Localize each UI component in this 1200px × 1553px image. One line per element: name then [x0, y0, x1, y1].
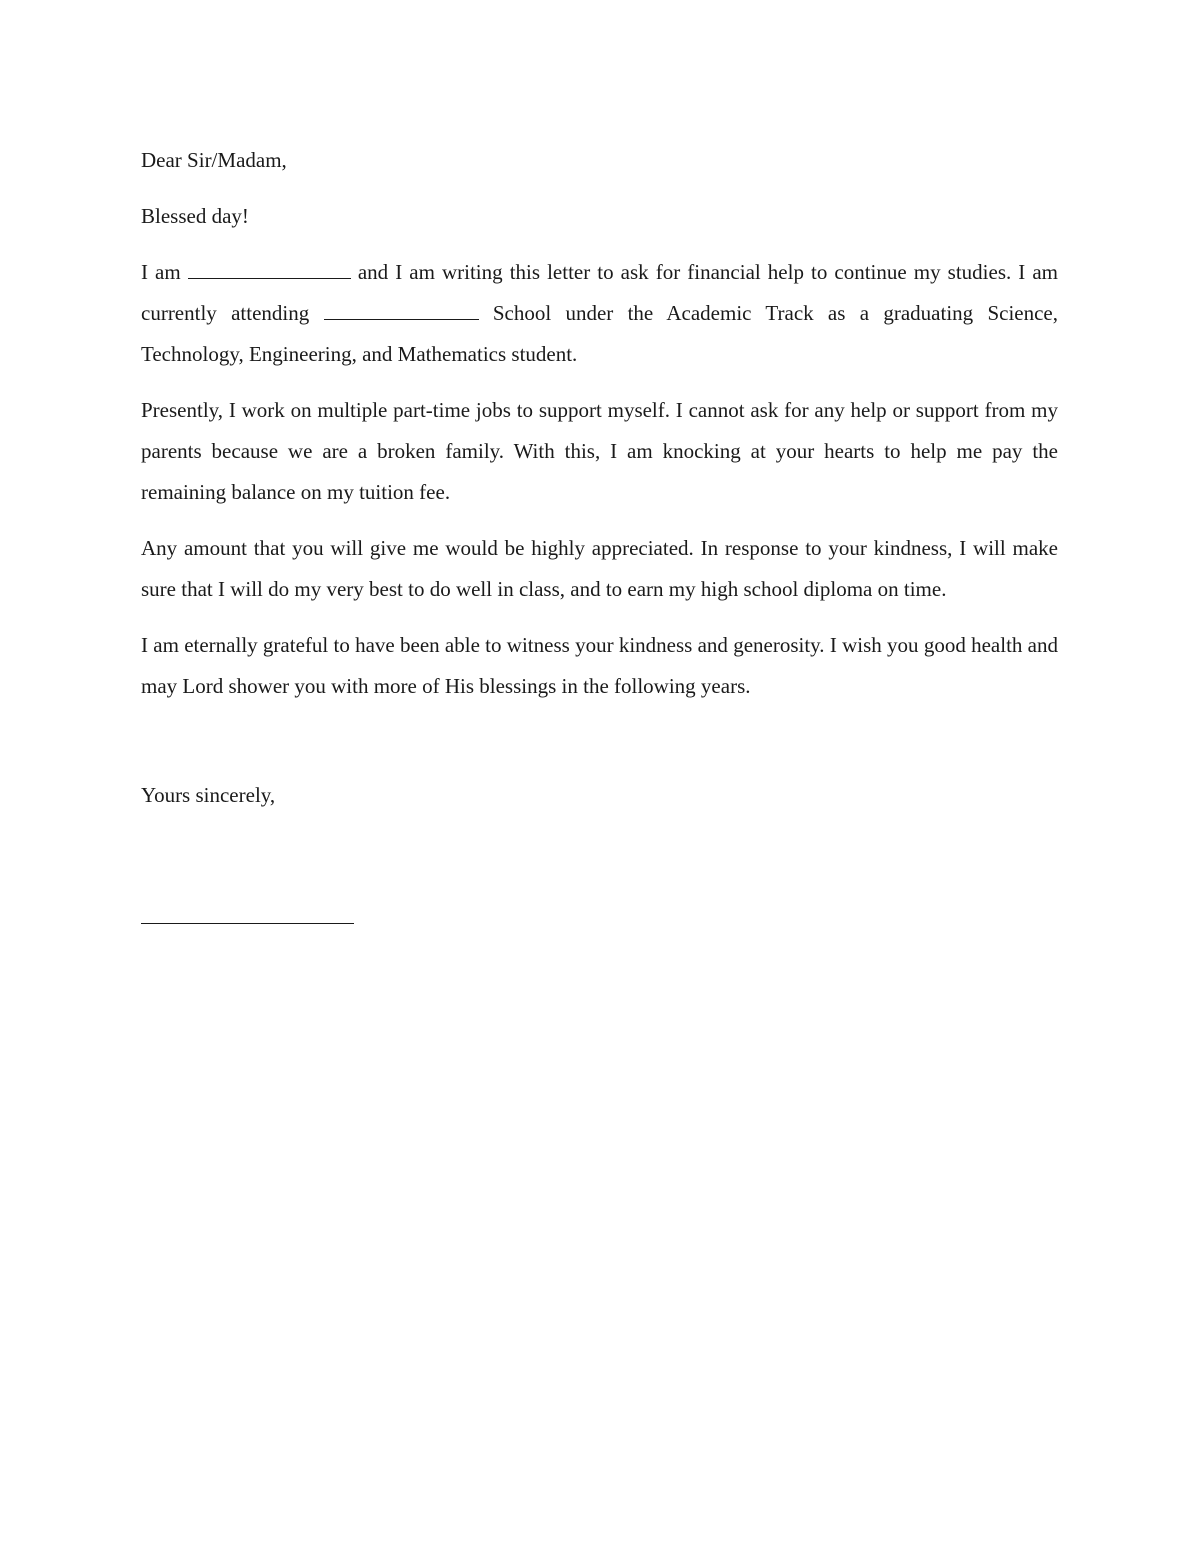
- name-blank-line: [188, 254, 351, 279]
- intro-text-middle: and I am writing this letter to ask for financial help to continue my studies. I am currently attending: [141, 260, 1059, 325]
- salutation: Dear Sir/Madam,: [141, 148, 287, 172]
- school-blank-line: [324, 295, 479, 320]
- signature-line: [141, 923, 354, 924]
- paragraph-gratitude: I am eternally grateful to have been able to witness your kindness and generosity. I wish you good health and may Lord shower you with more of His blessings in the following years.: [141, 633, 1058, 698]
- intro-text-end: School under the Academic Track as a graduating Science, Technology, Engineering, and Mathematics student.: [141, 301, 1058, 366]
- greeting: Blessed day!: [141, 204, 249, 228]
- paragraph-appreciation: Any amount that you will give me would be highly appreciated. In response to your kindness, I will make sure that I will do my very best to do well in class, and to earn my high school diploma on time.: [141, 536, 1058, 601]
- closing: Yours sincerely,: [141, 783, 276, 807]
- intro-text-start: I am: [141, 260, 181, 284]
- letter-body: [141, 140, 1058, 816]
- paragraph-situation: Presently, I work on multiple part-time jobs to support myself. I cannot ask for any help or support from my parents because we are a broken family. With this, I am knocking at your hearts to help me pay the remaining balance on my tuition fee.: [141, 398, 1058, 504]
- paragraph-introduction: [141, 252, 1058, 375]
